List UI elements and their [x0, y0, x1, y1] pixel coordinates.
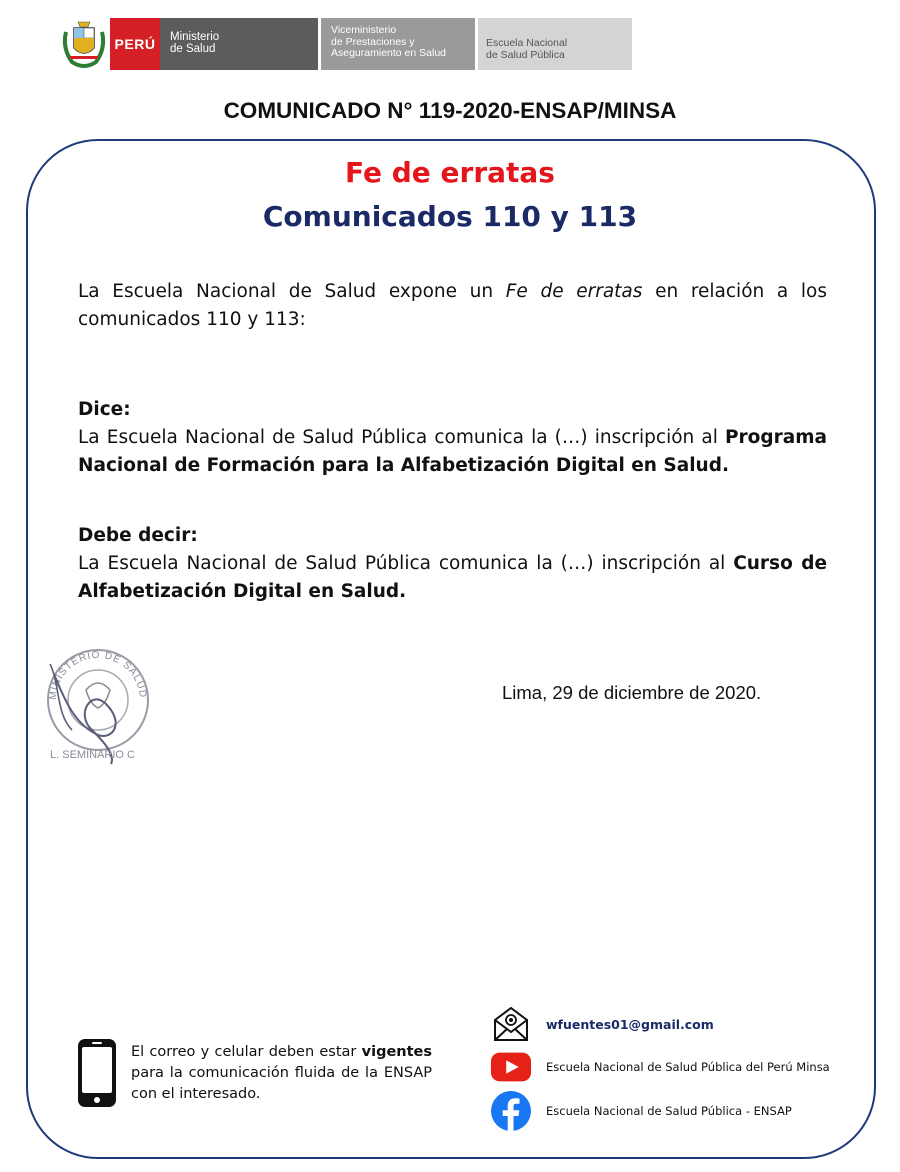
date-line: Lima, 29 de diciembre de 2020.: [502, 682, 762, 703]
official-seal-stamp: [36, 644, 156, 768]
intro-text-before: La Escuela Nacional de Salud expone un: [78, 281, 506, 302]
envelope-at-icon: [490, 1003, 532, 1045]
intro-text-after: en relación a los comunicados 110 y 113:: [78, 281, 827, 330]
facebook-page-link[interactable]: Escuela Nacional de Salud Pública - ENSAP: [546, 1104, 792, 1118]
ministry-line-1: Ministerio: [170, 31, 220, 43]
seal-bottom-text: L. SEMINARIO C: [50, 749, 135, 761]
youtube-channel-link[interactable]: Escuela Nacional de Salud Pública del Perú Minsa: [546, 1060, 830, 1074]
country-label: PERÚ: [114, 36, 156, 52]
facebook-icon: [490, 1090, 532, 1132]
dice-bold: Programa Nacional de Formación para la Alfabetización Digital en Salud.: [78, 427, 827, 476]
vice-line-2: de Prestaciones y: [331, 35, 415, 48]
dice-label: Dice:: [78, 399, 131, 420]
mobile-phone-icon: [76, 1037, 118, 1109]
school-line-2: de Salud Pública: [486, 48, 565, 61]
contact-youtube[interactable]: [490, 1046, 830, 1088]
vice-line-3: Aseguramiento en Salud: [331, 47, 446, 59]
viceministry-logo: [321, 18, 475, 70]
youtube-icon: [490, 1046, 532, 1088]
dice-section: [78, 396, 827, 480]
intro-italic: Fe de erratas: [505, 281, 643, 302]
subtitle-heading: Comunicados 110 y 113: [262, 200, 638, 233]
contact-facebook[interactable]: [490, 1090, 792, 1132]
debe-bold: Curso de Alfabetización Digital en Salud.: [78, 553, 827, 602]
school-line-1: Escuela Nacional: [486, 37, 568, 49]
header-logos: [60, 18, 632, 70]
note-part-1: El correo y celular deben estar: [131, 1044, 362, 1060]
seal-ring-text: MINISTERIO DE SALUD: [47, 649, 149, 701]
ministry-logo: [160, 18, 318, 70]
errata-heading: Fe de erratas: [345, 156, 555, 189]
school-logo: [478, 18, 632, 70]
peru-logo: [110, 18, 160, 70]
ministry-line-2: de Salud: [170, 43, 216, 55]
note-bold: vigentes: [361, 1044, 432, 1060]
contact-email[interactable]: [490, 1003, 714, 1045]
vice-line-1: Viceministerio: [331, 24, 397, 36]
document-title: COMUNICADO N° 119-2020-ENSAP/MINSA: [223, 98, 677, 123]
debe-decir-section: [78, 522, 827, 606]
coat-of-arms-icon: [60, 18, 108, 70]
note-part-2: para la comunicación fluida de la ENSAP con el interesado.: [131, 1065, 432, 1102]
intro-paragraph: [78, 278, 827, 334]
debe-label: Debe decir:: [78, 525, 198, 546]
footer-note: [131, 1042, 432, 1105]
email-link[interactable]: wfuentes01@gmail.com: [546, 1016, 714, 1032]
debe-text: La Escuela Nacional de Salud Pública comunica la (…) inscripción al: [78, 553, 734, 574]
dice-text: La Escuela Nacional de Salud Pública comunica la (…) inscripción al: [78, 427, 725, 448]
